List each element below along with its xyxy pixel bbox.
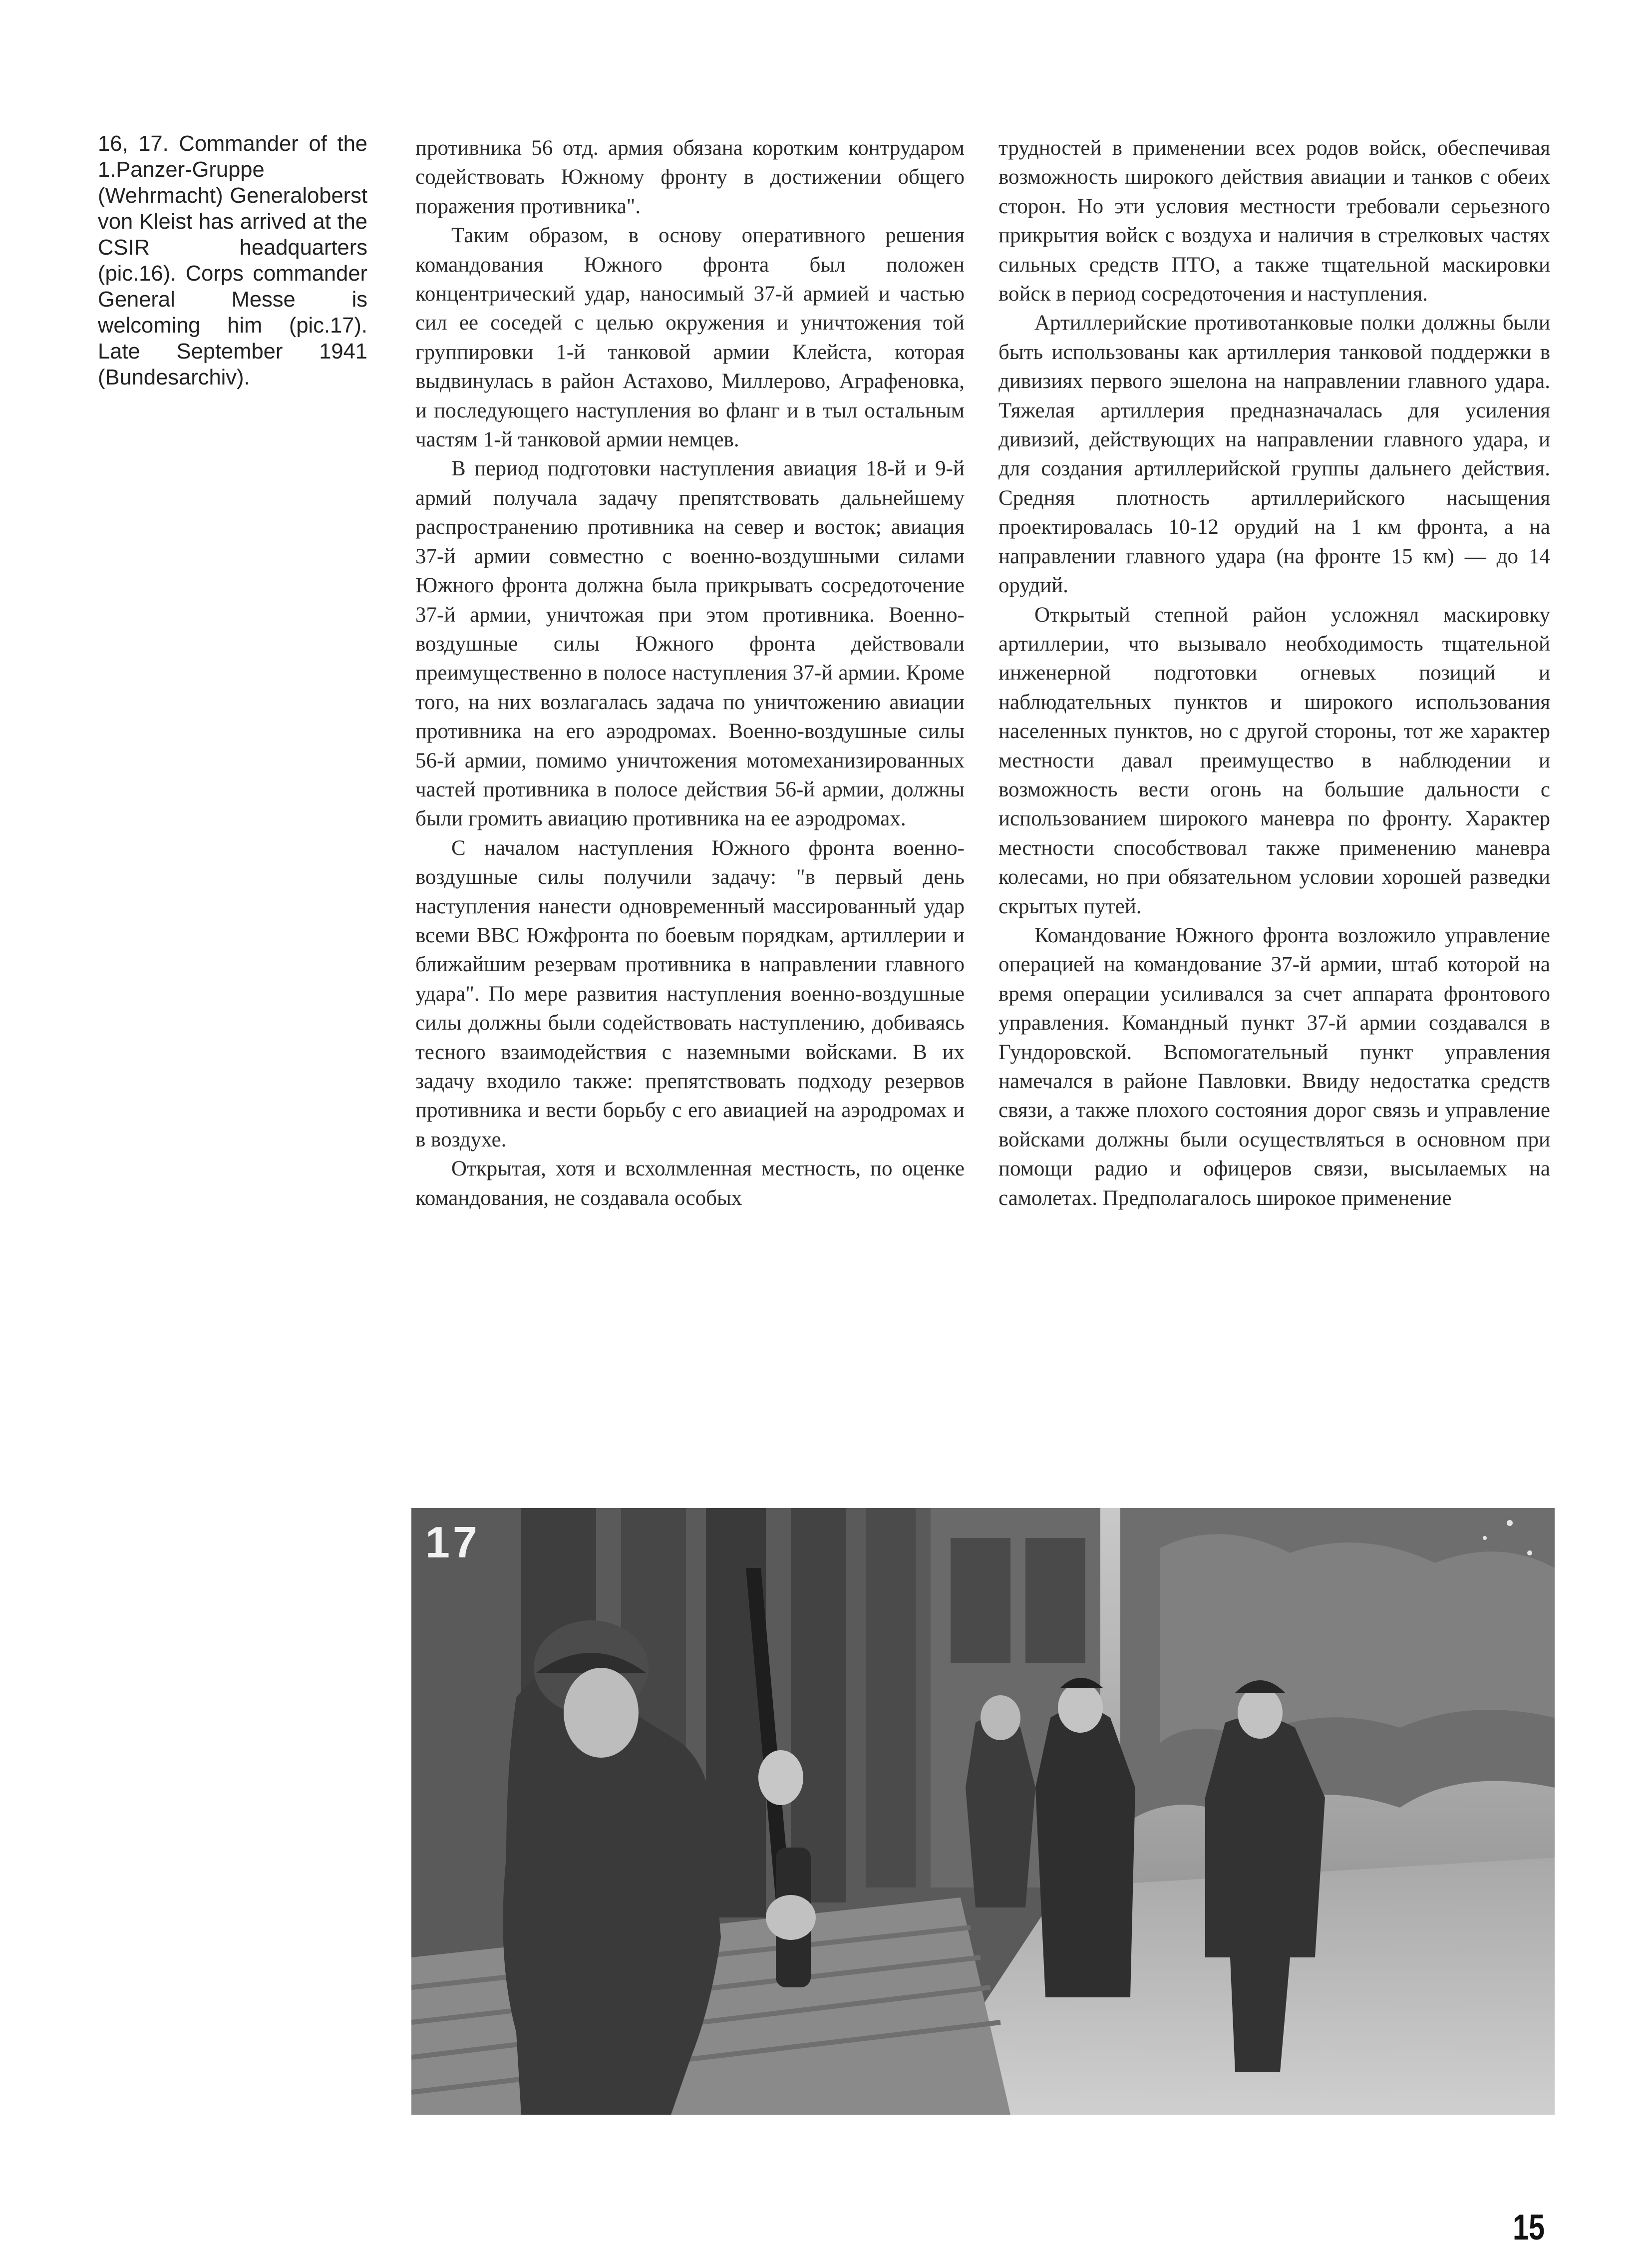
paragraph: Командование Южного фронта возложило управление операцией на командование 37-й армии, штаб которой на время операции усиливался за счет аппарата фронтового управления. Командный пункт 37-й армии создавался в Гундоровской. Вспомогательный пункт управления намечался в районе Павловки. Ввиду недостатка средств связи, а также плохого состояния дорог связь и управление войсками должны были осуществляться в основном при помощи радио и офицеров связи, высылаемых на самолетах. Предполагалось широкое применение xyxy=(998,923,1550,1210)
photo-illustration xyxy=(411,1508,1555,2115)
photo-number: 17 xyxy=(425,1517,480,1567)
paragraph: противника 56 отд. армия обязана коротким контрударом содействовать Южному фронту в достижении общего поражения противника". xyxy=(415,136,965,218)
paragraph: Артиллерийские противотанковые полки должны были быть использованы как артиллерия танковой поддержки в дивизиях первого эшелона на направлении главного удара. Тяжелая артиллерия предназначалась для усиления дивизий, действующих на направлении главного удара, и для создания артиллерийской группы дальнего действия. Средняя плотность артиллерийского насыщения проектировалась 10-12 орудий на 1 км фронта, а на направлении главного удара (на фронте 15 км) — до 14 орудий. xyxy=(998,311,1550,598)
paragraph: трудностей в применении всех родов войск, обеспечивая возможность широкого действия авиации и танков с обеих сторон. Но эти условия местности требовали серьезного прикрытия войск с воздуха и наличия в стрелковых частях сильных средств ПТО, а также тщательной маскировки войск в период сосредоточения и наступления. xyxy=(998,136,1550,306)
photo-caption-text: 16, 17. Commander of the 1.Panzer-Gruppe (Wehrmacht) Generaloberst von Kleist has arrived at the CSIR headquarters (pic.16). Corps commander General Messe is welcoming him (pic.17). Late September 1941 (Bundesarchiv). xyxy=(98,132,367,389)
paragraph: Открытая, хотя и всхолмленная местность, по оценке командования, не создавала особых xyxy=(415,1157,965,1210)
text-column-right xyxy=(998,134,1550,1213)
paragraph: В период подготовки наступления авиация 18-й и 9-й армий получала задачу препятствовать дальнейшему распространению противника на север и восток; авиация 37-й армии совместно с военно-воздушными силами Южного фронта должна была прикрывать сосредоточение 37-й армии, уничтожая при этом противника. Военно-воздушные силы Южного фронта действовали преимущественно в полосе наступления 37-й армии. Кроме того, на них возлагалась задача по уничтожению авиации противника на его аэродромах. Военно-воздушные силы 56-й армии, помимо уничтожения мотомеханизированных частей противника в полосе действия 56-й армии, должны были громить авиацию противника на ее аэродромах. xyxy=(415,457,965,831)
paragraph: Открытый степной район усложнял маскировку артиллерии, что вызывало необходимость тщательной инженерной подготовки огневых позиций и наблюдательных пунктов и широкого использования населенных пунктов, но с другой стороны, тот же характер местности давал преимущество в наблюдении и возможность вести огонь на большие дальности с использованием широкого маневра по фронту. Характер местности способствовал также применению маневра колесами, но при обязательном условии хорошей разведки скрытых путей. xyxy=(998,603,1550,918)
text-column-middle xyxy=(415,134,965,1213)
paragraph: С началом наступления Южного фронта военно-воздушные силы получили задачу: "в первый день наступления нанести одновременный массированный удар всеми ВВС Южфронта по боевым порядкам, артиллерии и ближайшим резервам противника в направлении главного удара". По мере развития наступления военно-воздушные силы должны были содействовать наступлению, добиваясь тесного взаимодействия с наземными войсками. В их задачу входило также: препятствовать подходу резервов противника и вести борьбу с его авиацией на аэродромах и в воздухе. xyxy=(415,836,965,1151)
page-number: 15 xyxy=(1513,2208,1545,2248)
photo-caption xyxy=(98,131,367,390)
paragraph: Таким образом, в основу оперативного решения командования Южного фронта был положен концентрический удар, наносимый 37-й армией и частью сил ее соседей с целью окружения и уничтожения той группировки 1-й танковой армии Клейста, которая выдвинулась в район Астахово, Миллерово, Аграфеновка, и последующего наступления во фланг и в тыл остальным частям 1-й танковой армии немцев. xyxy=(415,224,965,452)
photo-17 xyxy=(411,1508,1555,2115)
